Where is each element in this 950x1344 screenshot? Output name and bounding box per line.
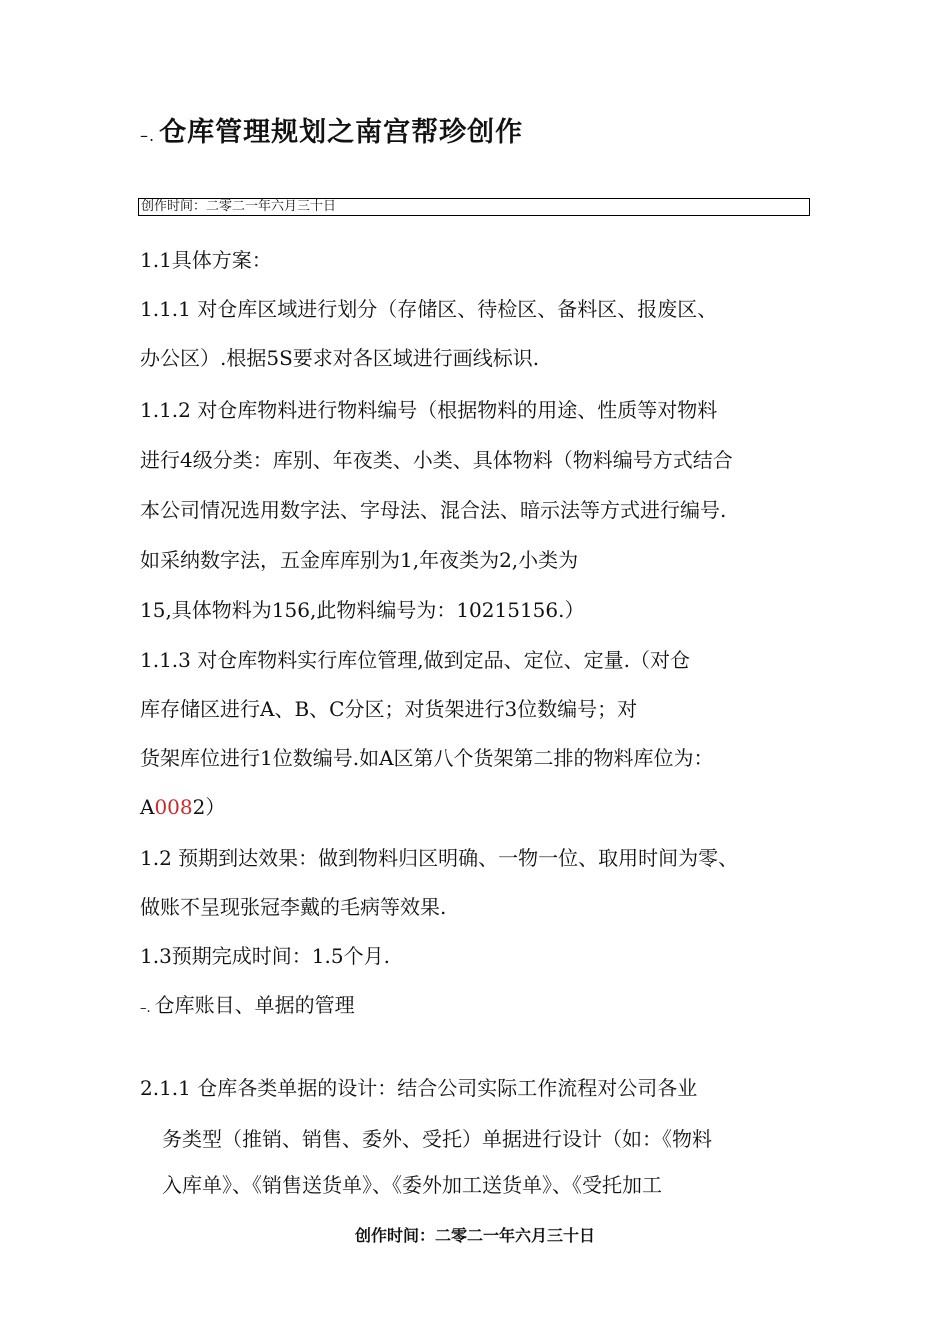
text-line: 1.2 预期到达效果：做到物料归区明确、一物一位、取用时间为零、 bbox=[140, 846, 739, 870]
text-line: 2.1.1 仓库各类单据的设计：结合公司实际工作流程对公司各业 bbox=[140, 1076, 698, 1100]
text-line: 1.1.3 对仓库物料实行库位管理,做到定品、定位、定量.（对仓 bbox=[140, 648, 690, 672]
text-line: 1.1.1 对仓库区域进行划分（存储区、待检区、备料区、报废区、 bbox=[140, 297, 718, 321]
text-line: 1.3预期完成时间：1.5个月. bbox=[140, 944, 390, 968]
code-suffix: 2） bbox=[192, 795, 226, 819]
text-line: 库存储区进行A、B、C分区；对货架进行3位数编号；对 bbox=[140, 697, 638, 721]
text-line: 1.1具体方案： bbox=[140, 248, 272, 272]
section-heading bbox=[140, 993, 355, 1021]
text-line: 入库单》、《销售送货单》、《委外加工送货单》、《受托加工 bbox=[162, 1173, 662, 1197]
text-line: 货架库位进行1位数编号.如A区第八个货架第二排的物料库位为： bbox=[140, 746, 714, 770]
creation-time-box: 创作时间：二零二一年六月三十日 bbox=[138, 198, 810, 216]
section-title: 仓库账目、单据的管理 bbox=[154, 993, 355, 1017]
text-line: 如采纳数字法，五金库库别为1,年夜类为2,小类为 bbox=[140, 548, 579, 572]
document-title bbox=[140, 110, 523, 149]
text-line: 做账不呈现张冠李戴的毛病等效果. bbox=[140, 895, 447, 919]
title-text: 仓库管理规划之南宫帮珍创作 bbox=[159, 117, 524, 148]
section-lead-mark: –. bbox=[140, 1001, 151, 1016]
text-line: 本公司情况选用数字法、字母法、混合法、暗示法等方式进行编号. bbox=[140, 498, 727, 522]
text-line: 务类型（推销、销售、委外、受托）单据进行设计（如：《物料 bbox=[162, 1127, 712, 1151]
text-line: 办公区）.根据5S要求对各区域进行画线标识. bbox=[140, 346, 540, 370]
text-line: 1.1.2 对仓库物料进行物料编号（根据物料的用途、性质等对物料 bbox=[140, 398, 718, 422]
page-footer: 创作时间：二零二一年六月三十日 bbox=[354, 1226, 595, 1245]
title-lead-mark: –. bbox=[140, 126, 156, 145]
code-prefix: A bbox=[140, 795, 155, 819]
code-highlight: 008 bbox=[154, 795, 193, 819]
location-code-line bbox=[140, 795, 225, 819]
text-line: 进行4级分类：库别、年夜类、小类、具体物料（物料编号方式结合 bbox=[140, 448, 733, 472]
text-line: 15,具体物料为156,此物料编号为：10215156.） bbox=[140, 598, 585, 622]
